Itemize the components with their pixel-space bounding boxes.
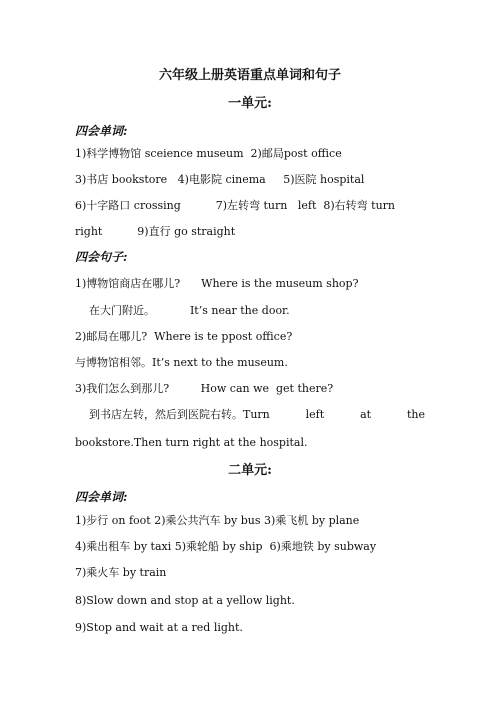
- unit-1-sentence-line-6: [89, 408, 425, 422]
- unit-1-heading: 一单元:: [228, 96, 272, 111]
- unit-1-word-line-2: 3)书店 bookstore 4)电影院 cinema 5)医院 hospital: [75, 173, 365, 186]
- unit-1-word-line-4: right 9)直行 go straight: [75, 225, 236, 238]
- unit-1-sentence-line-5: 3)我们怎么到那儿? How can we get there?: [75, 382, 334, 395]
- document-title: 六年级上册英语重点单词和句子: [158, 68, 341, 83]
- unit-2-words-label: 四会单词:: [75, 490, 128, 504]
- unit-1-word-line-1: 1)科学博物馆 sceience museum 2)邮局post office: [75, 147, 342, 160]
- unit-1-words-label: 四会单词:: [75, 124, 128, 138]
- unit-1-sentence-line-4: 与博物馆相邻。It’s next to the museum.: [75, 356, 288, 369]
- unit-2-heading: 二单元:: [228, 463, 272, 478]
- sentence-part-2: left: [305, 408, 325, 421]
- sentence-part-3: at: [360, 408, 372, 421]
- unit-2-word-line-2: 4)乘出租车 by taxi 5)乘轮船 by ship 6)乘地铁 by subway: [75, 540, 377, 553]
- unit-1-sentence-line-2: 在大门附近。 It’s near the door.: [75, 304, 290, 317]
- unit-1-sentence-line-1: 1)博物馆商店在哪儿? Where is the museum shop?: [75, 277, 359, 290]
- unit-2-word-line-5: 9)Stop and wait at a red light.: [75, 621, 243, 634]
- unit-2-word-line-4: 8)Slow down and stop at a yellow light.: [75, 594, 295, 607]
- unit-1-sentences-label: 四会句子:: [75, 250, 128, 264]
- unit-2-word-line-1: 1)步行 on foot 2)乘公共汽车 by bus 3)乘飞机 by plane: [75, 514, 360, 527]
- unit-1-sentence-line-3: 2)邮局在哪儿? Where is te ppost office?: [75, 330, 293, 343]
- sentence-part-4: the: [406, 408, 425, 421]
- unit-1-sentence-line-7: bookstore.Then turn right at the hospital.: [75, 436, 308, 449]
- unit-1-word-line-3: 6)十字路口 crossing 7)左转弯 turn left 8)右转弯 turn: [75, 199, 395, 212]
- sentence-part-1: 到书店左转，然后到医院右转。Turn: [89, 408, 270, 421]
- unit-2-word-line-3: 7)乘火车 by train: [75, 566, 167, 579]
